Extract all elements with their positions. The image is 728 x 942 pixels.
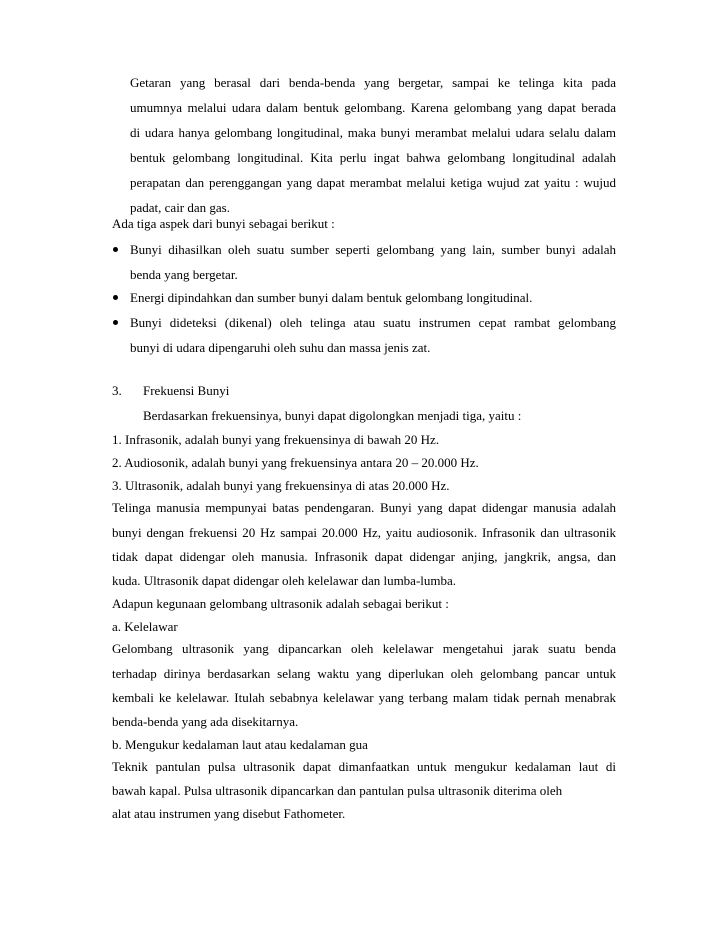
use-a-line-2: terhadap dirinya berdasarkan selang waktu yang diperlukan oleh gelombang pancar untuk xyxy=(112,666,616,681)
use-a-line-4: benda-benda yang ada disekitarnya. xyxy=(112,714,299,729)
use-b-line-1: Teknik pantulan pulsa ultrasonik dapat dimanfaatkan untuk mengukur kedalaman laut di xyxy=(112,759,616,774)
bullet-icon xyxy=(113,320,118,325)
section-title: Frekuensi Bunyi xyxy=(143,383,230,398)
use-b-title: b. Mengukur kedalaman laut atau kedalaman gua xyxy=(112,737,368,752)
aspect-1-line-2: benda yang bergetar. xyxy=(130,267,238,282)
use-b-line-2: bawah kapal. Pulsa ultrasonik dipancarkan dan pantulan pulsa ultrasonik diterima oleh xyxy=(112,783,563,798)
intro-line-3: di udara hanya gelombang longitudinal, maka bunyi merambat melalui udara selalu dalam xyxy=(130,125,616,140)
intro-line-6: padat, cair dan gas. xyxy=(130,200,230,215)
hearing-line-4: kuda. Ultrasonik dapat didengar oleh kelelawar dan lumba-lumba. xyxy=(112,573,457,588)
bullet-icon xyxy=(113,247,118,252)
aspect-2-line-1: Energi dipindahkan dan sumber bunyi dalam bentuk gelombang longitudinal. xyxy=(130,290,533,305)
aspect-1-line-1: Bunyi dihasilkan oleh suatu sumber seperti gelombang yang lain, sumber bunyi adalah xyxy=(130,242,616,257)
intro-line-4: bentuk gelombang longitudinal. Kita perlu ingat bahwa gelombang longitudinal adalah xyxy=(130,150,616,165)
use-b-line-3: alat atau instrumen yang disebut Fathometer. xyxy=(112,806,346,821)
uses-heading: Adapun kegunaan gelombang ultrasonik adalah sebagai berikut : xyxy=(112,596,449,611)
use-a-line-1: Gelombang ultrasonik yang dipancarkan oleh kelelawar mengetahui jarak suatu benda xyxy=(112,641,616,656)
aspects-heading: Ada tiga aspek dari bunyi sebagai berikut : xyxy=(112,216,335,231)
aspect-3-line-1: Bunyi dideteksi (dikenal) oleh telinga atau suatu instrumen cepat rambat gelombang xyxy=(130,315,616,330)
use-a-line-3: kembali ke kelelawar. Itulah sebabnya kelelawar yang terbang malam tidak pernah menabrak xyxy=(112,690,616,705)
hearing-line-2: bunyi dengan frekuensi 20 Hz sampai 20.000 Hz, yaitu audiosonik. Infrasonik dan ultrasonik xyxy=(112,525,616,540)
list-item-ultrasonik: 3. Ultrasonik, adalah bunyi yang frekuensinya di atas 20.000 Hz. xyxy=(112,478,450,493)
intro-line-5: perapatan dan perenggangan yang dapat merambat melalui ketiga wujud zat yaitu : wujud xyxy=(130,175,616,190)
intro-line-1: Getaran yang berasal dari benda-benda yang bergetar, sampai ke telinga kita pada xyxy=(130,75,616,90)
intro-line-2: umumnya melalui udara dalam bentuk gelombang. Karena gelombang yang dapat berada xyxy=(130,100,616,115)
section-intro: Berdasarkan frekuensinya, bunyi dapat digolongkan menjadi tiga, yaitu : xyxy=(143,408,522,423)
use-a-title: a. Kelelawar xyxy=(112,619,178,634)
hearing-line-3: tidak dapat didengar oleh manusia. Infrasonik dapat didengar anjing, jangkrik, angsa, dan xyxy=(112,549,616,564)
list-item-infrasonik: 1. Infrasonik, adalah bunyi yang frekuensinya di bawah 20 Hz. xyxy=(112,432,440,447)
section-number: 3. xyxy=(112,383,122,398)
hearing-line-1: Telinga manusia mempunyai batas pendengaran. Bunyi yang dapat didengar manusia adalah xyxy=(112,500,616,515)
aspect-3-line-2: bunyi di udara dipengaruhi oleh suhu dan massa jenis zat. xyxy=(130,340,431,355)
bullet-icon xyxy=(113,295,118,300)
list-item-audiosonik: 2. Audiosonik, adalah bunyi yang frekuensinya antara 20 – 20.000 Hz. xyxy=(112,455,479,470)
